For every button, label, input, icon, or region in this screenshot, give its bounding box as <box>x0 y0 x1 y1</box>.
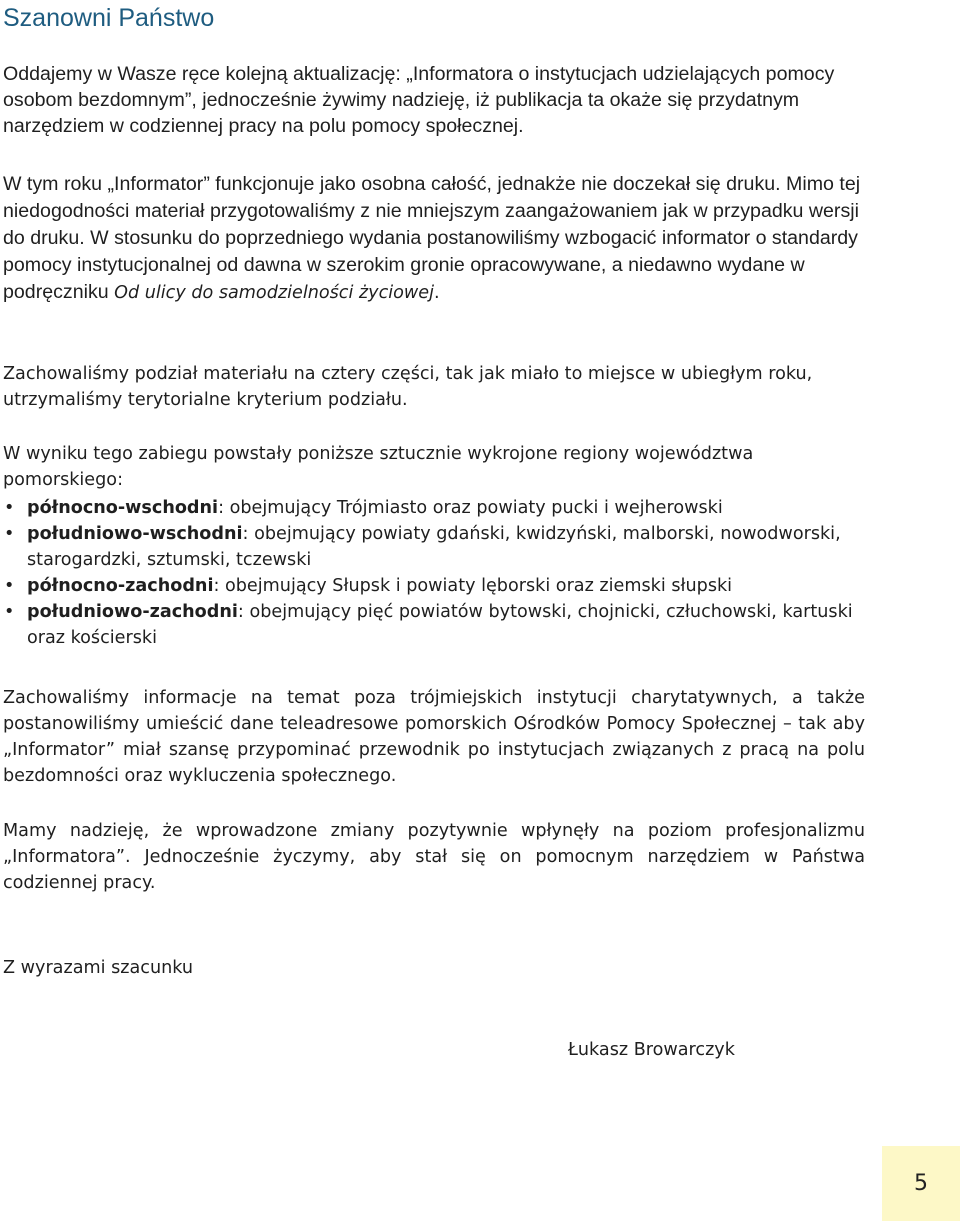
list-item <box>3 521 865 573</box>
region-description: : obejmujący Słupsk i powiaty lęborski oraz ziemski słupski <box>213 576 733 596</box>
letter-heading: Szanowni Państwo <box>3 4 215 32</box>
informator-paragraph-end: . <box>434 283 440 303</box>
bullet-icon: • <box>4 524 15 544</box>
intro-paragraph: Oddajemy w Wasze ręce kolejną aktualizację: „Informatora o instytucjach udzielających pomocy osobom bezdomnym”, jednocześnie żywimy nadzieję, iż publikacja ta okaże się przydatnym narzędziem w codziennej pracy na polu pomocy społecznej. <box>3 63 835 137</box>
division-paragraph: Zachowaliśmy podział materiału na cztery części, tak jak miało to miejsce w ubiegłym roku, utrzymaliśmy terytorialne kryterium podziału. <box>3 364 813 410</box>
regions-intro-paragraph: W wyniku tego zabiegu powstały poniższe sztucznie wykrojone regiony województwa pomorskiego: <box>3 444 754 490</box>
informator-paragraph-text: W tym roku „Informator” funkcjonuje jako osobna całość, jednakże nie doczekał się druku. Mimo tej niedogodności materiał przygotowaliśmy z nie mniejszym zaangażowaniem jak w przypadku wersji do druku. W stosunku do poprzedniego wydania postanowiliśmy wzbogacić informator o standardy pomocy instytucjonalnej od dawna w szerokim gronie opracowywane, a niedawno wydane w podręczniku <box>3 173 861 303</box>
page-number-box <box>882 1146 960 1221</box>
closing-greeting: Z wyrazami szacunku <box>3 958 194 978</box>
region-name: południowo-zachodni <box>27 602 238 622</box>
page-number: 5 <box>914 1171 928 1196</box>
list-item <box>3 573 865 599</box>
list-item <box>3 599 865 651</box>
bullet-icon: • <box>4 602 15 622</box>
region-description: : obejmujący powiaty gdański, kwidzyński, malborski, nowodworski, starogardzki, sztumski, tczewski <box>27 524 841 570</box>
regions-list <box>3 495 865 651</box>
bullet-icon: • <box>4 498 15 518</box>
region-description: : obejmujący pięć powiatów bytowski, chojnicki, człuchowski, kartuski oraz kościerski <box>27 602 853 648</box>
region-name: północno-wschodni <box>27 498 219 518</box>
informator-paragraph <box>3 171 865 306</box>
region-name: północno-zachodni <box>27 576 214 596</box>
list-item <box>3 495 865 521</box>
bullet-icon: • <box>4 576 15 596</box>
book-title: Od ulicy do samodzielności życiowej <box>114 283 435 303</box>
institutions-paragraph: Zachowaliśmy informacje na temat poza trójmiejskich instytucji charytatywnych, a także postanowiliśmy umieścić dane teleadresowe pomorskich Ośrodków Pomocy Społecznej – tak aby „Informator” miał szansę przypominać przewodnik po instytucjach związanych z pracą na polu bezdomności oraz wykluczenia społecznego. <box>3 688 865 786</box>
closing-paragraph: Mamy nadzieję, że wprowadzone zmiany pozytywnie wpłynęły na poziom profesjonalizmu „Informatora”. Jednocześnie życzymy, aby stał się on pomocnym narzędziem w Państwa codziennej pracy. <box>3 821 865 893</box>
region-description: : obejmujący Trójmiasto oraz powiaty pucki i wejherowski <box>218 498 723 518</box>
signature-name: Łukasz Browarczyk <box>568 1040 735 1060</box>
region-name: południowo-wschodni <box>27 524 243 544</box>
